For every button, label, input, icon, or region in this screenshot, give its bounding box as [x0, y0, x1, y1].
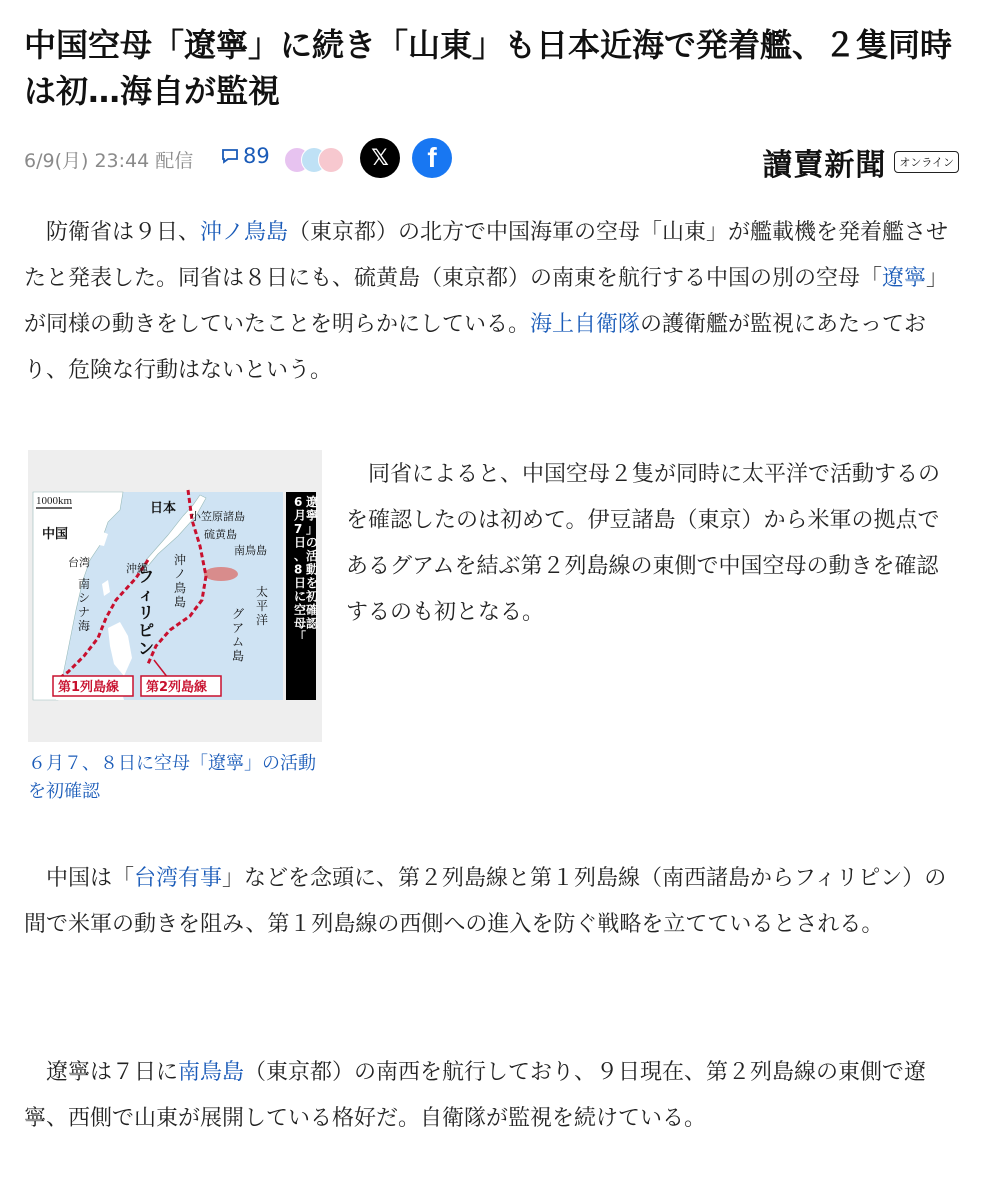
vertical-label-char: ム: [232, 635, 245, 649]
vertical-label-char: ノ: [174, 567, 187, 581]
link-okinotorishima[interactable]: 沖ノ鳥島: [200, 220, 289, 245]
paragraph-text: 」が同様の動きをしていたことを明らかにしている。: [24, 266, 949, 337]
comment-button[interactable]: [220, 144, 270, 168]
vertical-label-char: 認: [306, 616, 319, 631]
facebook-icon: f: [427, 142, 437, 173]
map-label-minamitori: 南鳥島: [234, 544, 267, 557]
vertical-label-char: 洋: [256, 613, 269, 627]
vertical-label-char: 日: [294, 576, 307, 590]
vertical-label-char: シ: [78, 591, 91, 605]
link-minamitorishima[interactable]: 南鳥島: [178, 1060, 245, 1085]
publisher-name: 讀賣新聞: [762, 148, 887, 183]
article-meta: [24, 138, 959, 182]
map-label-iwoto: 硫黄島: [204, 528, 237, 541]
x-share-button[interactable]: [360, 138, 400, 178]
activity-area: [204, 567, 238, 581]
vertical-label-char: 初: [306, 589, 319, 604]
vertical-label-char: 島: [174, 595, 187, 609]
vertical-label-char: 8: [294, 562, 303, 577]
x-icon: 𝕏: [371, 145, 389, 171]
map-banner-text: [294, 494, 319, 644]
publisher-logo[interactable]: [762, 140, 959, 184]
map-label-okinawa: 沖縄: [126, 562, 148, 575]
vertical-label-char: 太: [256, 585, 269, 599]
vertical-label-char: 「: [294, 630, 307, 644]
vertical-label-char: 寧: [306, 508, 319, 523]
vertical-label-char: ピ: [138, 621, 155, 640]
article-paragraph: [24, 856, 959, 948]
vertical-label-char: 」: [306, 522, 319, 536]
vertical-label-char: リ: [138, 603, 155, 622]
article-paragraph: 同省によると、中国空母２隻が同時に太平洋で活動するのを確認したのは初めて。伊豆諸島（東京）から米軍の拠点であるグアムを結ぶ第２列島線の東側で中国空母の動きを確認するのも初となる。: [346, 462, 941, 625]
map-label-okinotori: [174, 552, 186, 609]
vertical-label-char: 確: [306, 603, 319, 617]
vertical-label-char: 母: [294, 616, 307, 631]
vertical-label-char: 日: [294, 535, 307, 550]
chain1-label: 第1列島線: [58, 680, 120, 695]
comment-count: 89: [243, 144, 270, 168]
vertical-label-char: ナ: [78, 605, 91, 619]
chain2-label: 第2列島線: [146, 680, 208, 695]
map-label-south-china-sea: [78, 576, 90, 633]
vertical-label-char: 平: [256, 599, 269, 613]
vertical-label-char: 遼: [306, 495, 319, 509]
vertical-label-char: の: [306, 535, 319, 550]
vertical-label-char: ィ: [138, 585, 155, 604]
comment-icon: [220, 146, 240, 166]
vertical-label-char: 島: [232, 649, 245, 663]
vertical-label-char: 空: [294, 603, 307, 617]
vertical-label-char: 、: [294, 549, 307, 563]
map-scale-label: 1000km: [36, 495, 73, 507]
vertical-label-char: 鳥: [174, 581, 187, 595]
publisher-badge: オンライン: [894, 151, 959, 173]
paragraph-text: 遼寧は７日に: [24, 1060, 179, 1085]
link-msdf[interactable]: 海上自衛隊: [530, 312, 641, 337]
vertical-label-char: 動: [306, 562, 319, 577]
figure-caption[interactable]: ６月７、８日に空母「遼寧」の活動を初確認: [28, 753, 316, 802]
vertical-label-char: グ: [232, 607, 245, 621]
map-label-guam: [232, 607, 244, 663]
publish-date: 6/9(月) 23:44 配信: [24, 150, 194, 172]
link-taiwan-contingency[interactable]: 台湾有事: [134, 866, 223, 891]
vertical-label-char: ン: [138, 639, 155, 658]
paragraph-text: （東京都）の南西を航行しており、９日現在、第２列島線の東側で遼寧、西側で山東が展開している格好だ。自衛隊が監視を続けている。: [24, 1060, 927, 1131]
vertical-label-char: を: [306, 576, 319, 590]
vertical-label-char: 6: [294, 495, 303, 509]
vertical-label-char: フ: [138, 567, 155, 586]
article-paragraph: [24, 1050, 959, 1142]
paragraph-text: の護衛艦が監視にあたっており、危険な行動はないという。: [24, 312, 927, 383]
vertical-label-char: 月: [294, 508, 307, 523]
paragraph-text: 」などを念頭に、第２列島線と第１列島線（南西諸島からフィリピン）の間で米軍の動きを阻み、第１列島線の西側への進入を防ぐ戦略を立てているとされる。: [24, 866, 947, 937]
map-label-philippines: [138, 567, 154, 658]
reaction-face-icon: [318, 147, 344, 173]
article-figure: [28, 450, 322, 806]
map-label-ogasawara: 小笠原諸島: [190, 510, 245, 523]
map-graphic: [28, 450, 322, 742]
paragraph-text: 中国は「: [24, 866, 135, 891]
article-paragraph: [24, 210, 959, 394]
vertical-label-char: ア: [232, 621, 245, 635]
map-label-japan: 日本: [150, 501, 177, 516]
vertical-label-char: 活: [306, 549, 319, 563]
vertical-label-char: 7: [294, 522, 303, 536]
reactions-button[interactable]: [284, 147, 348, 173]
map-label-taiwan: 台湾: [68, 556, 90, 569]
vertical-label-char: 沖: [174, 553, 187, 567]
vertical-label-char: 海: [78, 619, 91, 633]
article-title: 中国空母「遼寧」に続き「山東」も日本近海で発着艦、２隻同時は初…海自が監視: [24, 26, 953, 110]
paragraph-text: 防衛省は９日、: [24, 220, 201, 245]
link-liaoning[interactable]: 遼寧: [882, 266, 927, 291]
vertical-label-char: 南: [78, 577, 91, 591]
vertical-label-char: に: [294, 589, 307, 604]
map-label-china: 中国: [42, 527, 69, 542]
map-label-pacific: [256, 584, 268, 627]
facebook-share-button[interactable]: [412, 138, 452, 178]
map-image[interactable]: [28, 450, 322, 742]
paragraph-text: （東京都）の北方で中国海軍の空母「山東」が艦載機を発着艦させたと発表した。同省は８日にも、硫黄島（東京都）の南東を航行する中国の別の空母「: [24, 220, 949, 291]
